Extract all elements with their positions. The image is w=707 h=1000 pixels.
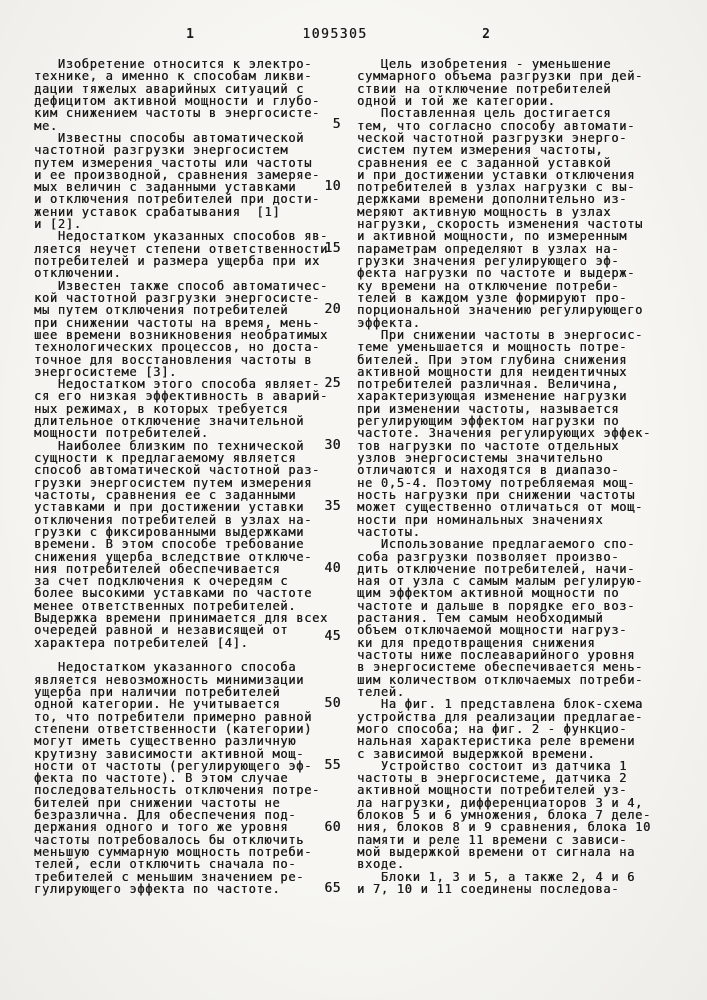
text-line: меряют активную мощность в узлах [357,204,612,219]
text-line: Недостатком указанных способов яв- [34,229,328,244]
text-line: Поставленная цель достигается [357,106,612,121]
text-line: мой выдержкой времени от сигнала на [357,845,636,859]
text-line: Наиболее близким по технической [34,438,305,453]
text-line: жении уставок срабатывания [1] [34,204,281,219]
text-line: частоты ниже послеаварийного уровня [357,648,636,662]
text-line: телей. [357,684,405,699]
text-line: частоты. [357,524,421,539]
text-line: могут иметь существенно различную [34,734,297,749]
text-line: степени ответственности (категории) [34,721,313,736]
text-line: с зависимой выдержкой времени. [357,746,596,761]
text-line: отключения потребителей в узлах на- [34,512,313,527]
text-line: ся его низкая эффективность в аварий- [34,389,328,404]
text-line: безразлична. Для обеспечения под- [34,808,297,823]
text-line: и отключения потребителей при дости- [34,192,321,207]
text-line: меньшую суммарную мощность потреби- [34,845,313,859]
text-line: Использование предлагаемого спо- [357,537,636,552]
text-line: систем путем измерения частоты, [357,143,604,158]
text-line: Цель изобретения - уменьшение [357,57,612,71]
line-number-marker: 15 [324,241,341,256]
line-number-marker: 30 [324,438,341,453]
text-line: щим эффектом активной мощности по [357,586,620,601]
text-line: ме. [34,118,58,133]
text-line: параметрам определяют в узлах на- [357,241,620,256]
text-line: дефицитом активной мощности и глубо- [34,93,321,108]
text-line: грузки значения регулирующего эф- [357,254,620,268]
text-line: ния, блоков 8 и 9 сравнения, блока 10 [357,820,651,835]
text-line: ляется неучет степени ответственности [34,241,328,256]
text-line: суммарного объема разгрузки при дей- [357,69,644,84]
text-line: Блоки 1, 3 и 5, а также 2, 4 и 6 [357,869,636,884]
left-column-page-number: 1 [186,27,194,42]
text-line: порциональной значению регулирующего [357,303,644,318]
text-line: требителей с меньшим значением ре- [34,869,305,884]
text-line: потребителей и размера ущерба при их [34,254,321,268]
text-line: Известен также способ автоматичес- [34,278,328,293]
text-line: Известны способы автоматической [34,130,305,145]
text-line: ности при номинальных значениях [357,512,604,527]
line-number-marker: 60 [324,820,341,835]
text-line: и активной мощности, по измеренным [357,229,628,244]
text-line: нальная характеристика реле времени [357,734,636,749]
text-line: мы путем отключения потребителей [34,303,289,318]
line-number-marker: 35 [324,499,341,514]
text-line: блоков 5 и 6 умножения, блока 7 деле- [357,808,651,823]
text-line: точное для восстановления частоты в [34,352,313,367]
line-number-marker: 50 [324,696,341,711]
text-line: Выдержка времени принимается для всех [34,611,328,626]
text-line: то, что потребители примерно равной [34,709,313,724]
text-line: мых величин с заданными уставками [34,180,297,195]
text-line: активной мощности потребителей уз- [357,783,628,798]
text-line: и 7, 10 и 11 соединены последова- [357,881,620,896]
text-line: менее ответственных потребителей. [34,598,297,613]
text-line: ная от узла с самым малым регулирую- [357,574,644,589]
text-line: путем измерения частоты или частоты [34,155,313,170]
text-line: очередей равной и независящей от [34,623,289,638]
text-line: соба разгрузки позволяет произво- [357,549,620,564]
text-line: Изобретение относится к электро- [34,57,313,71]
text-line: телей, если отключить сначала по- [34,857,297,872]
text-line: ущерба при наличии потребителей [34,684,281,699]
text-line: ных режимах, в которых требуется [34,401,289,416]
text-line: ния потребителей обеспечивается [34,561,281,576]
text-line: последовательность отключения потре- [34,783,321,798]
text-line: более высокими уставками по частоте [34,586,313,601]
text-line: дации тяжелых аварийных ситуаций с [34,81,305,96]
text-line: способ автоматической частотной раз- [34,463,321,478]
text-line: одной и той же категории. [357,93,556,108]
text-line: частоты потребовалось бы отключить [34,832,305,847]
text-line: активной мощности для неидентичных [357,364,628,379]
text-line: фекта по частоте). В этом случае [34,771,289,786]
text-line: бителей при снижении частоты не [34,795,281,810]
text-line: памяти и реле 11 времени с зависи- [357,832,628,847]
text-line: шее времени возникновения необратимых [34,327,328,342]
text-line: ности от частоты (регулирующего эф- [34,758,313,773]
text-line: держками времени дополнительно из- [357,192,628,207]
line-number-marker: 10 [324,179,341,194]
text-line: не 0,5-4. Поэтому потребляемая мощ- [357,475,636,490]
text-line: частоты, сравнения ее с заданными [34,487,297,502]
text-line: дить отключение потребителей, начи- [357,561,636,576]
text-line: Недостатком этого способа являет- [34,377,321,392]
text-line: отличаются и находятся в диапазо- [357,463,620,478]
text-line: грузки энергосистем путем измерения [34,475,313,490]
line-number-marker: 45 [324,629,341,644]
text-line: является невозможность минимизации [34,672,305,687]
text-line: бителей. При этом глубина снижения [357,352,628,367]
text-line: ность нагрузки при снижении частоты [357,487,636,502]
text-line: и при достижении уставки отключения [357,167,636,182]
text-line: тем, что согласно способу автомати- [357,118,636,133]
text-line: тов нагрузки по частоте отдельных [357,438,620,453]
text-line: частоте и дальше в порядке его воз- [357,598,636,613]
text-line: может существенно отличаться от мощ- [357,500,644,515]
text-line: мощности потребителей. [34,426,209,441]
text-line: технике, а именно к способам ликви- [34,69,313,84]
text-line: ку времени на отключение потреби- [357,278,620,293]
text-line: сущности к предлагаемому является [34,451,297,465]
text-line: кой частотной разгрузки энергосисте- [34,290,321,305]
text-line: ким снижением частоты в энергосисте- [34,106,321,121]
text-line: мого способа; на фиг. 2 - функцио- [357,721,628,736]
text-line: технологических процессов, но доста- [34,340,321,355]
line-number-marker: 65 [324,881,341,896]
text-line: частоты в энергосистеме, датчика 2 [357,771,628,786]
text-line: при снижении частоты на время, мень- [34,315,321,330]
text-line: за счет подключения к очередям с [34,574,289,589]
text-line: гулирующего эффекта по частоте. [34,881,281,896]
text-line: шим количеством отключаемых потреби- [357,672,644,687]
left-text-column [34,58,344,895]
text-line: входе. [357,857,405,872]
text-line: Недостатком указанного способа [34,660,297,675]
text-line: объем отключаемой мощности нагруз- [357,623,628,638]
text-line: грузки с фиксированными выдержками [34,524,305,539]
text-line: характера потребителей [4]. [34,635,249,650]
text-line: в энергосистеме обеспечивается мень- [357,660,644,675]
text-line: фекта нагрузки по частоте и выдерж- [357,266,636,281]
patent-number: 1095305 [302,27,368,42]
text-line: растания. Тем самым необходимый [357,611,604,626]
line-number-marker: 25 [324,376,341,391]
text-line: и ее производной, сравнения замеряе- [34,167,321,182]
text-line: эффекта. [357,315,421,330]
text-line: снижения ущерба вследствие отключе- [34,549,313,564]
right-column-page-number: 2 [482,27,490,42]
text-line: ствии на отключение потребителей [357,81,612,96]
right-text-column [357,58,673,895]
text-line: устройства для реализации предлагае- [357,709,644,724]
text-line: При снижении частоты в энергосис- [357,327,644,342]
text-line: при изменении частоты, называется [357,401,620,416]
text-line: сравнения ее с заданной уставкой [357,155,612,170]
text-line: частотной разгрузки энергосистем [34,143,289,158]
line-number-marker: 40 [324,561,341,576]
text-line: времени. В этом способе требование [34,537,305,552]
text-line: узлов энергосистемы значительно [357,451,604,465]
text-line: одной категории. Не учитывается [34,697,281,712]
text-line: крутизну зависимости активной мощ- [34,746,305,761]
text-line: частоте. Значения регулирующих эффек- [357,426,651,441]
text-line: ки для предотвращения снижения [357,635,596,650]
text-line: потребителей в узлах нагрузки с вы- [357,180,636,195]
text-line: нагрузки, скорость изменения частоты [357,217,644,232]
text-line: энергосистеме [3]. [34,364,178,379]
text-line: держания одного и того же уровня [34,820,289,835]
line-number-marker: 20 [324,302,341,317]
text-line: регулирующим эффектом нагрузки по [357,414,620,429]
text-line: уставками и при достижении уставки [34,500,305,515]
text-line: и [2]. [34,217,82,232]
line-number-marker: 5 [332,117,341,132]
text-line: теме уменьшается и мощность потре- [357,340,628,355]
text-line: На фиг. 1 представлена блок-схема [357,697,644,712]
text-line: телей в каждом узле формируют про- [357,290,628,305]
text-line: ческой частотной разгрузки энерго- [357,130,628,145]
line-number-marker: 55 [324,758,341,773]
text-line: длительное отключение значительной [34,414,305,429]
text-line: характеризующая изменение нагрузки [357,389,628,404]
text-line: отключении. [34,266,122,281]
text-line: потребителей различная. Величина, [357,377,620,392]
text-line: Устройство состоит из датчика 1 [357,758,628,773]
text-line: ла нагрузки, дифференциаторов 3 и 4, [357,795,644,810]
